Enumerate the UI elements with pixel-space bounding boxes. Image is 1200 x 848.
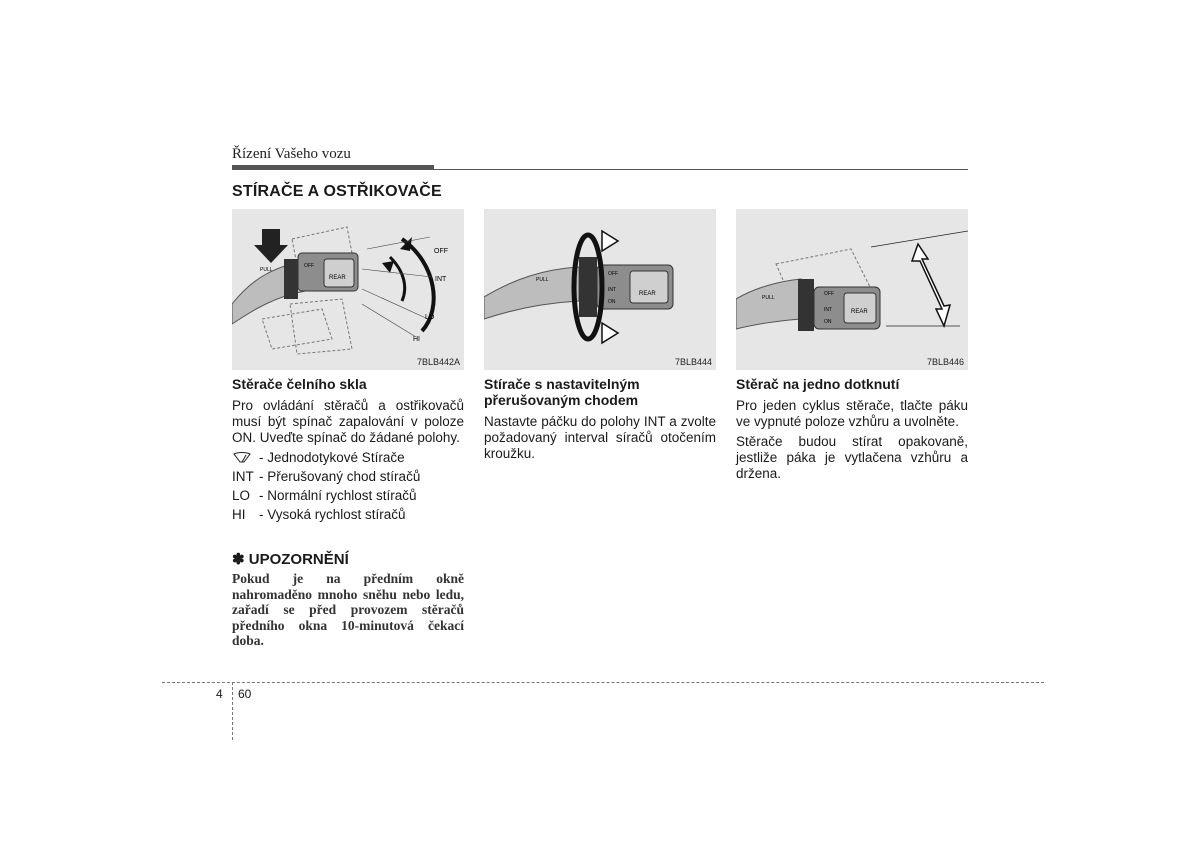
page-number: 60 xyxy=(238,687,252,701)
section-title: STÍRAČE A OSTŘIKOVAČE xyxy=(232,183,442,200)
figure-code: 7BLB442A xyxy=(416,357,460,367)
interval-ring-illustration xyxy=(484,209,716,370)
figure-wiper-lever-positions xyxy=(232,209,464,370)
column-single-touch xyxy=(736,376,968,486)
up-down-arrow xyxy=(912,244,950,326)
caution-title: ✽ UPOZORNĚNÍ xyxy=(232,551,349,568)
int-label: INT xyxy=(435,276,447,283)
column-interval-wipers xyxy=(484,376,716,466)
legend-text: - Jednodotykové Stírače xyxy=(259,450,405,465)
off-label: OFF xyxy=(434,248,448,255)
figure-single-touch xyxy=(736,209,968,370)
legend-item xyxy=(232,488,464,504)
header-rule xyxy=(232,169,968,170)
legend-item xyxy=(232,469,464,485)
legend-key: HI xyxy=(232,507,246,522)
off-small-label: OFF xyxy=(304,263,314,269)
caution-body: Pokud je na předním okně nahromaděno mnoho sněhu nebo ledu, zařadí se před provozem stěračů předního okna 10-minutová čekací doba. xyxy=(232,571,464,648)
column-front-wipers xyxy=(232,376,464,526)
column-heading: Stěrače čelního skla xyxy=(232,376,367,392)
footer-rule xyxy=(162,682,1044,683)
column-body: Nastavte páčku do polohy INT a zvolte požadovaný interval síračů otočením kroužku. xyxy=(484,414,716,461)
column-body: Pro jeden cyklus stěrače, tlačte páku ve vypnuté poloze vzhůru a uvolněte. xyxy=(736,398,968,429)
int-label: INT xyxy=(608,287,617,293)
figure-interval-ring xyxy=(484,209,716,370)
legend-item xyxy=(232,507,464,523)
off-label: OFF xyxy=(824,291,834,297)
legend-key: LO xyxy=(232,488,251,503)
figure-code: 7BLB446 xyxy=(926,357,964,367)
column-heading: Stěrač na jedno dotknutí xyxy=(736,376,900,392)
off-label: OFF xyxy=(608,271,618,277)
chapter-number: 4 xyxy=(216,687,223,701)
single-touch-illustration xyxy=(736,209,968,370)
int-label: INT xyxy=(824,307,833,313)
hi-label: HI xyxy=(413,336,420,343)
wiper-lever-illustration xyxy=(232,209,464,370)
figure-code: 7BLB444 xyxy=(674,357,712,367)
single-wipe-icon xyxy=(232,450,259,466)
pull-label: PULL xyxy=(260,267,273,273)
running-header: Řízení Vašeho vozu xyxy=(232,146,351,162)
rear-label: REAR xyxy=(329,275,346,281)
legend-key: INT xyxy=(232,469,254,484)
rear-label: REAR xyxy=(851,309,868,315)
column-body: Stěrače budou stírat opakovaně, jestliže páka je vytlačena vzhůru a držena. xyxy=(736,434,968,481)
on-label: ON xyxy=(824,319,832,325)
rear-label: REAR xyxy=(639,291,656,297)
legend-text: - Vysoká rychlost stíračů xyxy=(259,507,406,522)
legend-text: - Přerušovaný chod stíračů xyxy=(259,469,421,484)
pull-label: PULL xyxy=(762,295,775,301)
pull-label: PULL xyxy=(536,277,549,283)
legend-text: - Normální rychlost stíračů xyxy=(259,488,417,503)
on-label: ON xyxy=(608,299,616,305)
push-down-arrow xyxy=(254,229,288,263)
column-body: Pro ovládání stěračů a ostřikovačů musí být spínač zapalování v poloze ON. Uveďte spínač do žádané polohy. xyxy=(232,398,464,445)
footer-divider xyxy=(232,682,233,740)
legend-item xyxy=(232,450,464,466)
column-heading: Stírače s nastavitelným přerušovaným chodem xyxy=(484,376,640,408)
lo-label: LO xyxy=(425,314,435,321)
